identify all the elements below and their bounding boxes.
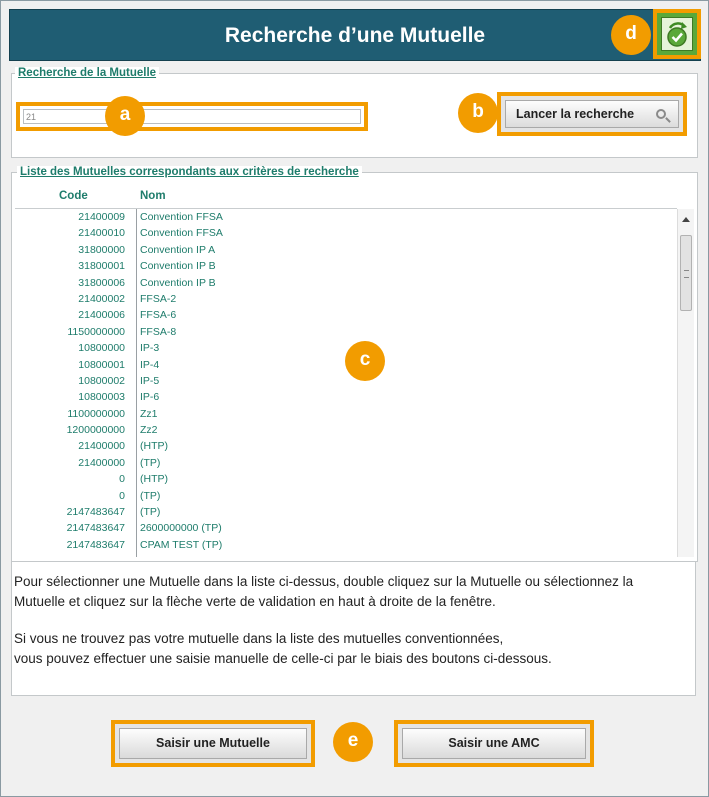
list-item[interactable] [15, 324, 677, 340]
list-item-nom: (HTP) [140, 440, 168, 453]
list-item-nom: Convention IP B [140, 260, 216, 273]
list-item[interactable] [15, 438, 677, 454]
list-item-nom: Zz1 [140, 407, 158, 420]
results-group-legend: Liste des Mutuelles correspondants aux critères de recherche [17, 166, 362, 178]
list-scrollbar[interactable] [677, 209, 694, 557]
list-item-nom: (TP) [140, 456, 161, 469]
list-item-code: 21400002 [78, 292, 125, 305]
scroll-up-arrow-icon[interactable] [682, 217, 690, 222]
list-item-nom: IP-3 [140, 342, 160, 355]
list-item[interactable] [15, 209, 677, 225]
list-item[interactable] [15, 373, 677, 389]
list-item-code: 31800001 [78, 260, 125, 273]
list-item-nom: IP-5 [140, 374, 160, 387]
search-input[interactable] [23, 109, 361, 124]
marker-a: a [105, 96, 145, 136]
column-header-code[interactable]: Code [59, 190, 88, 202]
list-item[interactable] [15, 537, 677, 553]
list-item[interactable] [15, 307, 677, 323]
search-button[interactable] [497, 92, 687, 136]
list-item-code: 1150000000 [67, 325, 125, 338]
list-item-code: 2147483647 [66, 522, 125, 535]
search-group-legend: Recherche de la Mutuelle [15, 67, 159, 79]
list-item[interactable] [15, 275, 677, 291]
list-item-code: 31800006 [78, 276, 125, 289]
list-item[interactable] [15, 504, 677, 520]
marker-d: d [611, 15, 651, 55]
list-item-nom: FFSA-8 [140, 325, 177, 338]
marker-e: e [333, 722, 373, 762]
list-item-nom: IP-4 [140, 358, 160, 371]
list-item-nom: CPAM TEST (TP) [140, 538, 223, 551]
info-line-3: Si vous ne trouvez pas votre mutuelle dans la liste des mutuelles conventionnées, [14, 631, 504, 646]
list-item[interactable] [15, 406, 677, 422]
list-item-code: 31800000 [78, 243, 125, 256]
list-item-code: 21400006 [78, 309, 125, 322]
list-item[interactable] [15, 455, 677, 471]
list-item-code: 0 [119, 489, 125, 502]
saisir-amc-button[interactable] [394, 720, 594, 767]
saisir-mutuelle-label: Saisir une Mutuelle [119, 728, 307, 759]
scroll-thumb[interactable] [680, 235, 692, 311]
info-box [11, 561, 696, 696]
validate-button[interactable] [653, 9, 701, 59]
list-item-code: 21400010 [78, 227, 125, 240]
list-item[interactable] [15, 488, 677, 504]
list-item-nom: Convention FFSA [140, 227, 223, 240]
list-item-nom: IP-6 [140, 391, 160, 404]
saisir-mutuelle-button[interactable] [111, 720, 315, 767]
list-item-code: 0 [119, 473, 125, 486]
list-item-code: 2147483647 [66, 506, 125, 519]
list-item[interactable] [15, 225, 677, 241]
list-item-code: 10800003 [78, 391, 125, 404]
list-item-nom: Convention IP A [140, 243, 216, 256]
list-item-nom: (TP) [140, 489, 161, 502]
list-item-nom: (HTP) [140, 473, 168, 486]
search-input-frame [16, 102, 368, 131]
list-item-code: 10800001 [78, 358, 125, 371]
list-item-nom: Convention IP B [140, 276, 216, 289]
list-item[interactable] [15, 422, 677, 438]
marker-c: c [345, 341, 385, 381]
list-item-nom: Zz2 [140, 424, 158, 437]
list-item[interactable] [15, 258, 677, 274]
list-item-code: 1200000000 [66, 424, 125, 437]
column-separator [136, 209, 137, 557]
saisir-amc-label: Saisir une AMC [402, 728, 586, 759]
list-item-nom: 2600000000 (TP) [140, 522, 222, 535]
green-check-refresh-icon [661, 17, 693, 51]
list-item-code: 21400000 [78, 456, 125, 469]
list-item[interactable] [15, 242, 677, 258]
list-item-code: 21400000 [78, 440, 125, 453]
column-header-nom[interactable]: Nom [140, 190, 166, 202]
marker-b: b [458, 93, 498, 133]
magnifier-icon [656, 109, 666, 119]
list-item-code: 21400009 [78, 211, 125, 223]
list-item[interactable] [15, 520, 677, 536]
list-item-code: 2147483647 [66, 538, 125, 551]
list-item-code: 1100000000 [67, 407, 125, 420]
title-bar [9, 9, 701, 61]
list-item-nom: Convention FFSA [140, 211, 223, 223]
mutuelle-list[interactable] [15, 209, 677, 557]
list-item-nom: FFSA-6 [140, 309, 177, 322]
window-title: Recherche d’une Mutuelle [224, 24, 486, 47]
info-line-4: vous pouvez effectuer une saisie manuelle de celle-ci par le biais des boutons ci-dessous. [14, 651, 552, 666]
info-line-1: Pour sélectionner une Mutuelle dans la liste ci-dessus, double cliquez sur la Mutuelle ou sélectionnez la [14, 574, 634, 589]
list-item-nom: FFSA-2 [140, 292, 177, 305]
info-line-2: Mutuelle et cliquez sur la flèche verte de validation en haut à droite de la fenêtre. [14, 594, 496, 609]
search-button-label: Lancer la recherche [516, 107, 635, 121]
list-item-nom: (TP) [140, 506, 161, 519]
list-item[interactable] [15, 389, 677, 405]
list-item-code: 10800002 [78, 374, 125, 387]
list-item[interactable] [15, 291, 677, 307]
grip-icon [684, 270, 689, 278]
list-item[interactable] [15, 471, 677, 487]
list-item-code: 10800000 [78, 342, 125, 355]
